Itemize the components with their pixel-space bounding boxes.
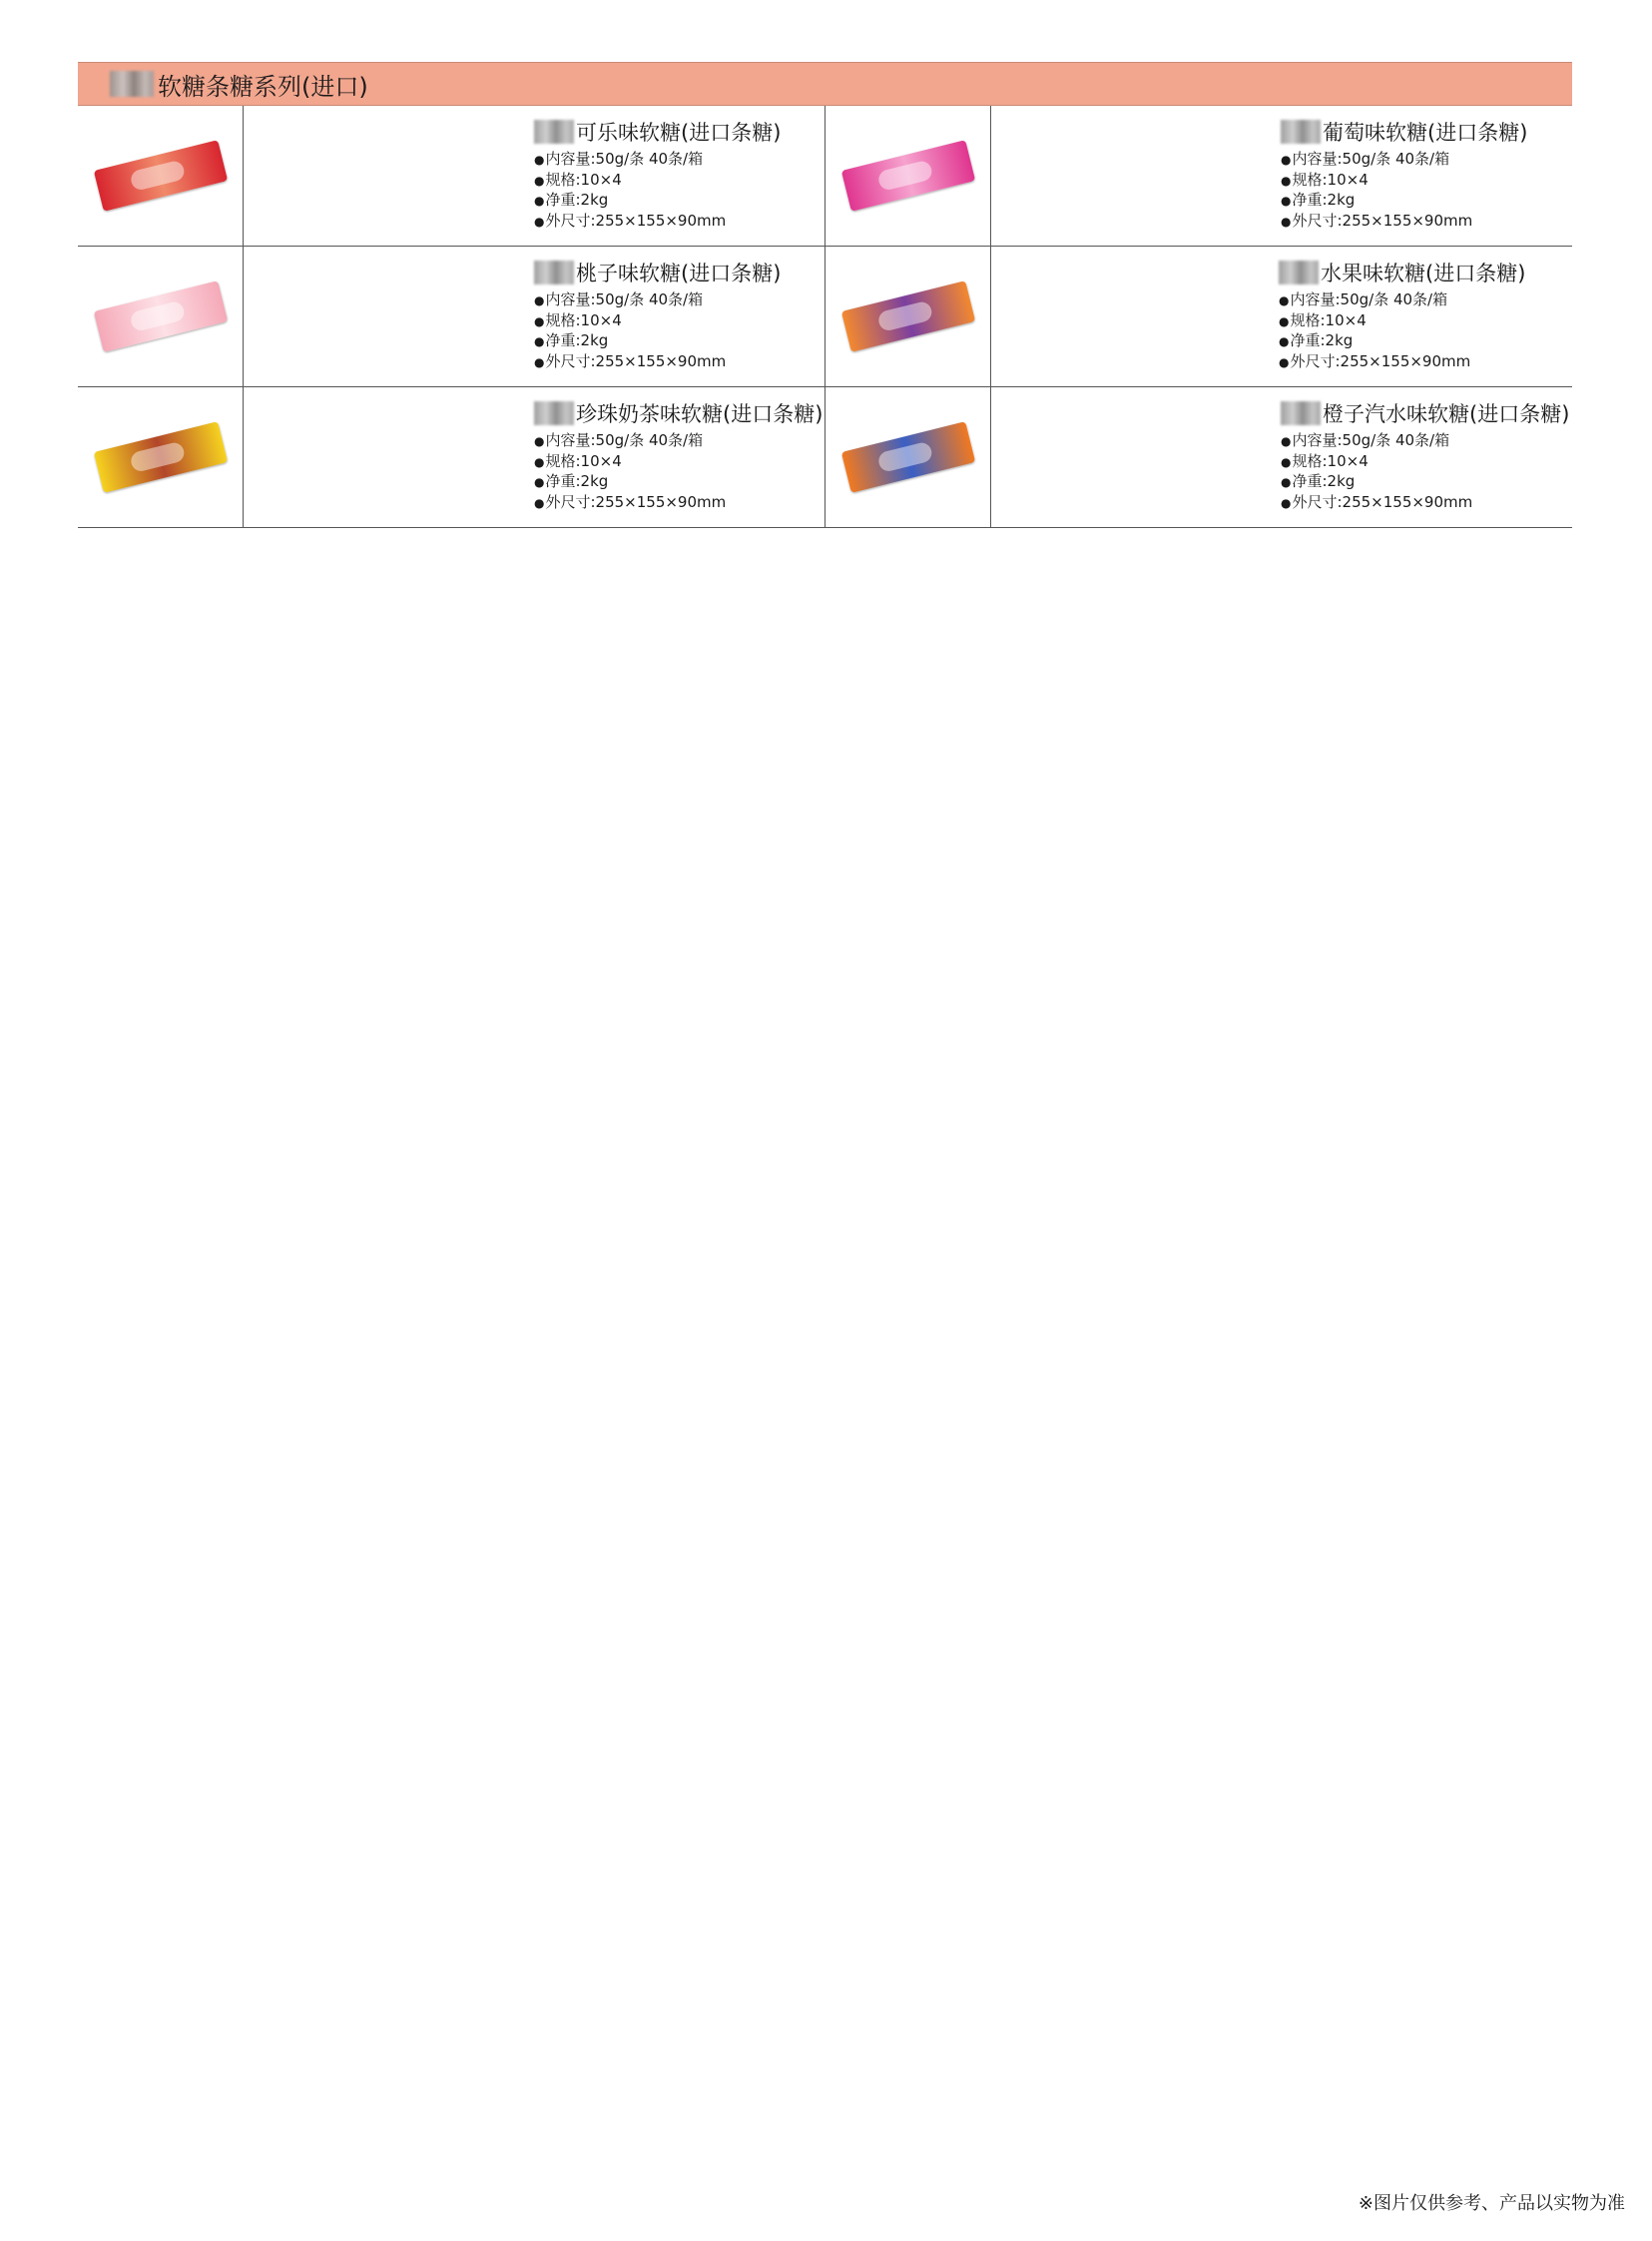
product-package-image (93, 140, 227, 212)
product-name (1279, 259, 1525, 286)
spec-item: ● 净重:2kg (534, 331, 781, 352)
spec-item: ● 净重:2kg (1281, 472, 1569, 493)
product-name-text: 水果味软糖(进口条糖) (1321, 262, 1526, 285)
product-name-text: 可乐味软糖(进口条糖) (576, 121, 782, 145)
spec-item: ● 内容量:50g/条 40条/箱 (534, 290, 781, 311)
spec-item: ● 外尺寸:255×155×90mm (1281, 212, 1527, 233)
product-image-cell (826, 247, 991, 387)
spec-item: ● 外尺寸:255×155×90mm (1279, 352, 1525, 373)
blurred-brand-logo (534, 261, 574, 284)
product-info (534, 259, 781, 372)
product-name-text: 橙子汽水味软糖(进口条糖) (1323, 402, 1570, 426)
product-specs (1281, 431, 1569, 513)
product-info-cell (991, 387, 1572, 528)
spec-item: ● 内容量:50g/条 40条/箱 (1281, 150, 1527, 171)
spec-item: ● 净重:2kg (534, 472, 823, 493)
product-grid (78, 106, 1572, 528)
spec-item: ● 净重:2kg (1281, 191, 1527, 212)
product-info-cell (244, 387, 826, 528)
spec-item: ● 净重:2kg (534, 191, 781, 212)
blurred-brand-logo (1279, 261, 1319, 284)
product-specs (534, 290, 781, 372)
product-package-image (840, 140, 974, 212)
product-info-cell (991, 106, 1572, 247)
product-specs (1279, 290, 1525, 372)
product-package-image (840, 280, 974, 352)
spec-item: ● 外尺寸:255×155×90mm (534, 352, 781, 373)
product-package-image (93, 421, 227, 493)
product-info (1281, 118, 1527, 232)
spec-item: ● 内容量:50g/条 40条/箱 (534, 431, 823, 452)
product-name (534, 118, 781, 146)
section-title (110, 67, 368, 102)
spec-item: ● 规格:10×4 (1279, 311, 1525, 332)
spec-item: ● 内容量:50g/条 40条/箱 (1279, 290, 1525, 311)
blurred-brand-logo (534, 401, 574, 425)
product-specs (534, 150, 781, 232)
section-header (78, 62, 1572, 106)
product-info (534, 399, 823, 513)
product-image-cell (78, 387, 244, 528)
section-title-text: 软糖条糖系列(进口) (158, 72, 368, 101)
footer-disclaimer: ※图片仅供参考、产品以实物为准 (1358, 2193, 1625, 2214)
product-specs (534, 431, 823, 513)
spec-item: ● 内容量:50g/条 40条/箱 (534, 150, 781, 171)
product-info (1279, 259, 1525, 372)
blurred-brand-logo (1281, 401, 1321, 425)
product-image-cell (78, 106, 244, 247)
product-name-text: 葡萄味软糖(进口条糖) (1323, 121, 1528, 145)
product-info-cell (244, 247, 826, 387)
product-info-cell (991, 247, 1572, 387)
product-name (534, 399, 823, 427)
spec-item: ● 规格:10×4 (534, 171, 781, 192)
spec-item: ● 规格:10×4 (534, 311, 781, 332)
spec-item: ● 外尺寸:255×155×90mm (1281, 493, 1569, 514)
spec-item: ● 内容量:50g/条 40条/箱 (1281, 431, 1569, 452)
product-image-cell (78, 247, 244, 387)
blurred-brand-logo (534, 120, 574, 144)
blurred-brand-logo (110, 71, 154, 97)
product-specs (1281, 150, 1527, 232)
spec-item: ● 外尺寸:255×155×90mm (534, 493, 823, 514)
spec-item: ● 规格:10×4 (1281, 171, 1527, 192)
product-info-cell (244, 106, 826, 247)
product-image-cell (826, 387, 991, 528)
spec-item: ● 规格:10×4 (1281, 452, 1569, 473)
spec-item: ● 外尺寸:255×155×90mm (534, 212, 781, 233)
product-name-text: 珍珠奶茶味软糖(进口条糖) (576, 402, 824, 426)
product-name (1281, 399, 1569, 427)
product-info (534, 118, 781, 232)
product-package-image (93, 280, 227, 352)
product-package-image (840, 421, 974, 493)
product-name-text: 桃子味软糖(进口条糖) (576, 262, 782, 285)
spec-item: ● 规格:10×4 (534, 452, 823, 473)
product-info (1281, 399, 1569, 513)
product-name (534, 259, 781, 286)
product-name (1281, 118, 1527, 146)
product-catalog (78, 62, 1572, 528)
spec-item: ● 净重:2kg (1279, 331, 1525, 352)
product-image-cell (826, 106, 991, 247)
blurred-brand-logo (1281, 120, 1321, 144)
